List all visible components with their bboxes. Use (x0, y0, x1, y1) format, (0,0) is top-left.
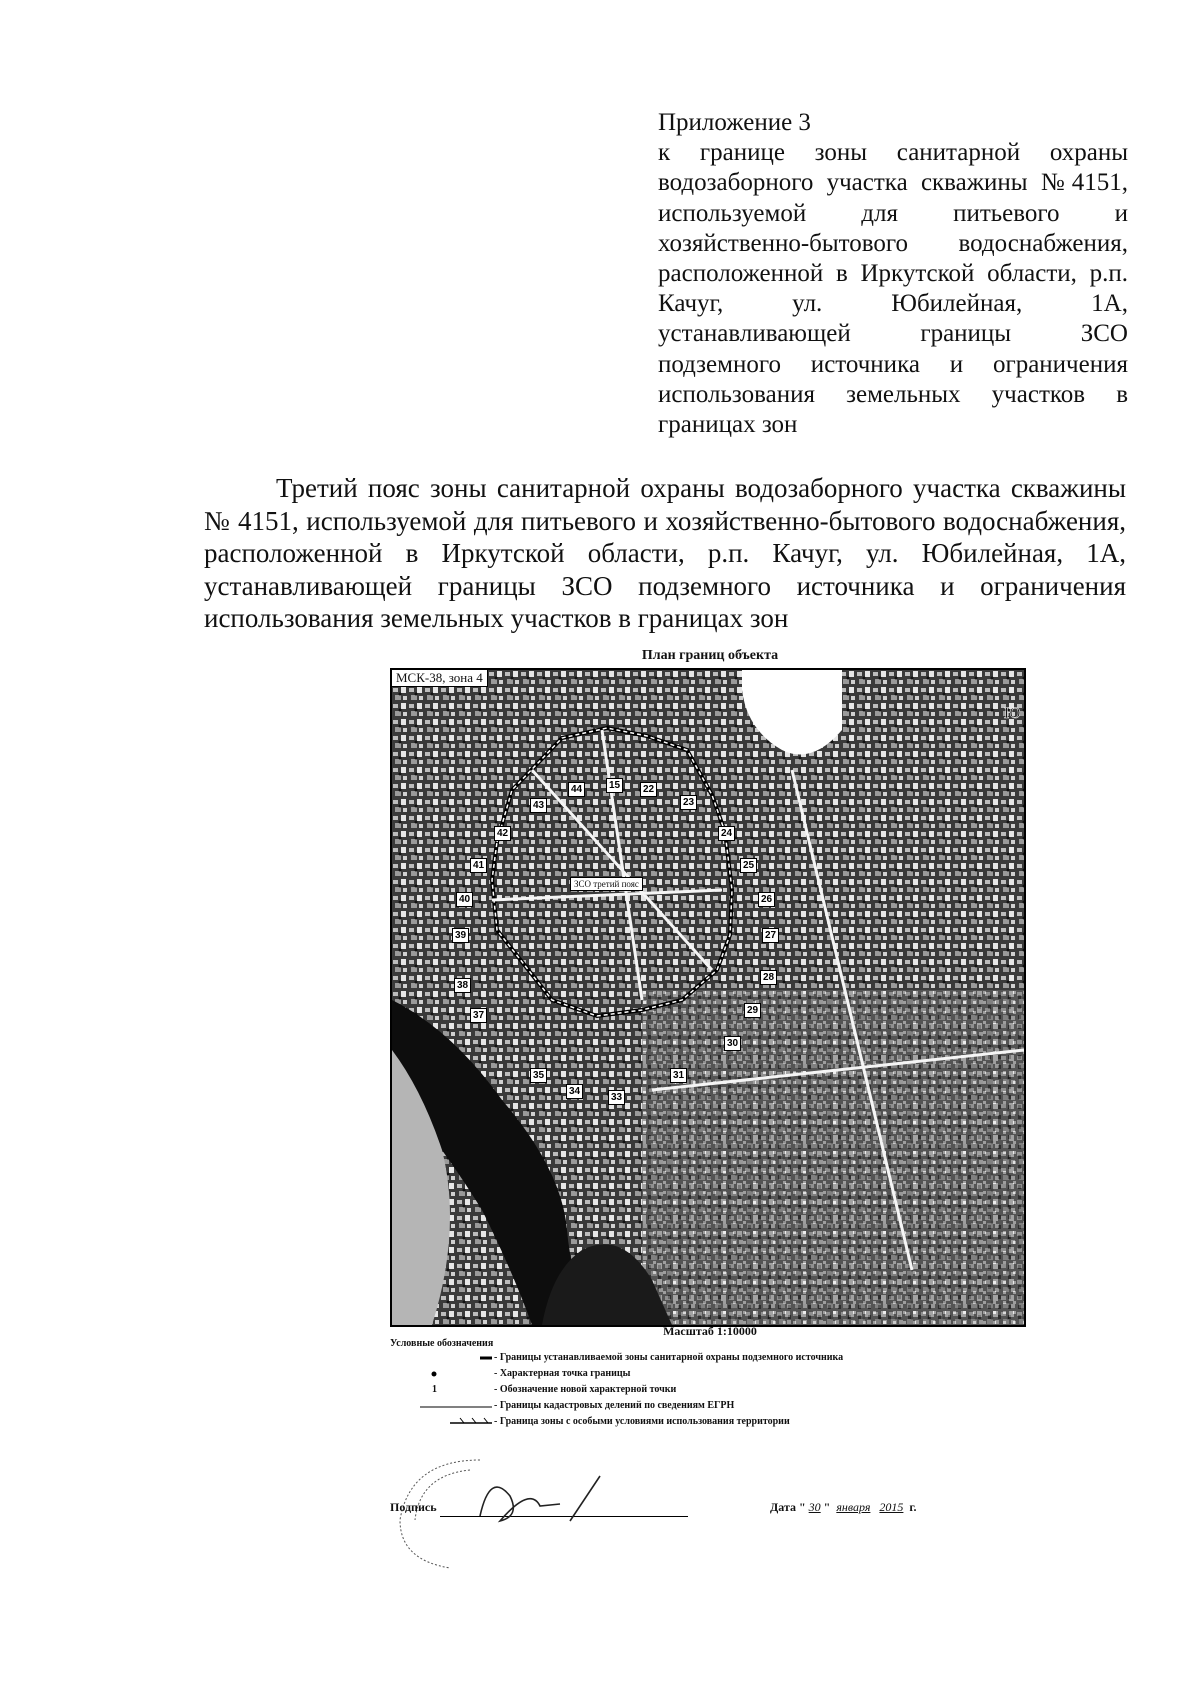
signature-label: Подпись (390, 1500, 437, 1514)
point-label: 27 (762, 928, 779, 943)
point-label: 26 (758, 892, 775, 907)
point-label: 24 (718, 826, 735, 841)
point-label: 41 (470, 858, 487, 873)
point-label: 38 (454, 978, 471, 993)
point-label: 33 (608, 1090, 625, 1105)
point-label: 35 (530, 1068, 547, 1083)
map-graphic (392, 670, 1024, 1325)
point-label: 43 (530, 798, 547, 813)
legend-item: - Характерная точка границы (390, 1367, 1030, 1383)
appendix-body: к границе зоны санитарной охраны водозаборного участка скважины №4151, используемой для питьевого и хозяйственно-бытового водоснабжения, расположенной в Иркутской области, р.п. Качуг, ул. Юбилейная, 1А, устанавливающей границы ЗСО подземного источника и ограничения использования земельных участков в границах зон (658, 139, 1128, 439)
legend-item: - Границы устанавливаемой зоны санитарной охраны подземного источника (390, 1351, 1030, 1367)
point-label: 15 (606, 778, 623, 793)
point-label: 34 (566, 1084, 583, 1099)
date-label: Дата (770, 1500, 796, 1514)
plan-title: План границ объекта (641, 648, 779, 663)
legend (390, 1338, 1030, 1431)
date-day: 30 (808, 1500, 821, 1514)
map-scale: Масштаб 1:10000 (663, 1324, 757, 1338)
point-label: 37 (470, 1008, 487, 1023)
point-number-symbol: 1 (432, 1384, 437, 1395)
legend-item: - Граница зоны с особыми условиями использования территории (390, 1415, 1030, 1431)
legend-item: - Границы кадастровых делений по сведениям ЕГРН (390, 1399, 1030, 1415)
legend-item: 1 - Обозначение новой характерной точки (432, 1384, 677, 1395)
date-month: января (836, 1500, 871, 1514)
main-paragraph: Третий пояс зоны санитарной охраны водозаборного участка скважины № 4151, используемой для питьевого и хозяйственно-бытового водоснабжения, расположенной в Иркутской области, р.п. Качуг, ул. Юбилейная, 1А, устанавливающей границы ЗСО подземного источника и ограничения использования земельных участков в границах зон (204, 473, 1126, 633)
point-label: 29 (744, 1003, 761, 1018)
date-suffix: г. (909, 1500, 917, 1514)
point-label: 44 (568, 782, 585, 797)
date-year: 2015 (879, 1500, 904, 1514)
zone-label: ЗСО третий пояс (570, 877, 643, 891)
satellite-map (390, 668, 1026, 1327)
point-label: 39 (452, 928, 469, 943)
svg-text:Ю: Ю (1004, 705, 1021, 722)
point-label: 31 (670, 1068, 687, 1083)
appendix-title: Приложение 3 (658, 109, 811, 136)
legend-title: Условные обозначения (390, 1338, 494, 1349)
point-label: 28 (760, 970, 777, 985)
date-field: Дата " 30 " января 2015 г. (770, 1500, 917, 1514)
handwritten-signature (470, 1466, 670, 1526)
point-label: 23 (680, 795, 697, 810)
point-label: 25 (740, 858, 757, 873)
crs-label: МСК-38, зона 4 (392, 670, 488, 687)
appendix-header (658, 108, 1128, 440)
point-label: 22 (640, 782, 657, 797)
point-label: 42 (494, 826, 511, 841)
point-label: 30 (724, 1036, 741, 1051)
point-label: 40 (456, 892, 473, 907)
